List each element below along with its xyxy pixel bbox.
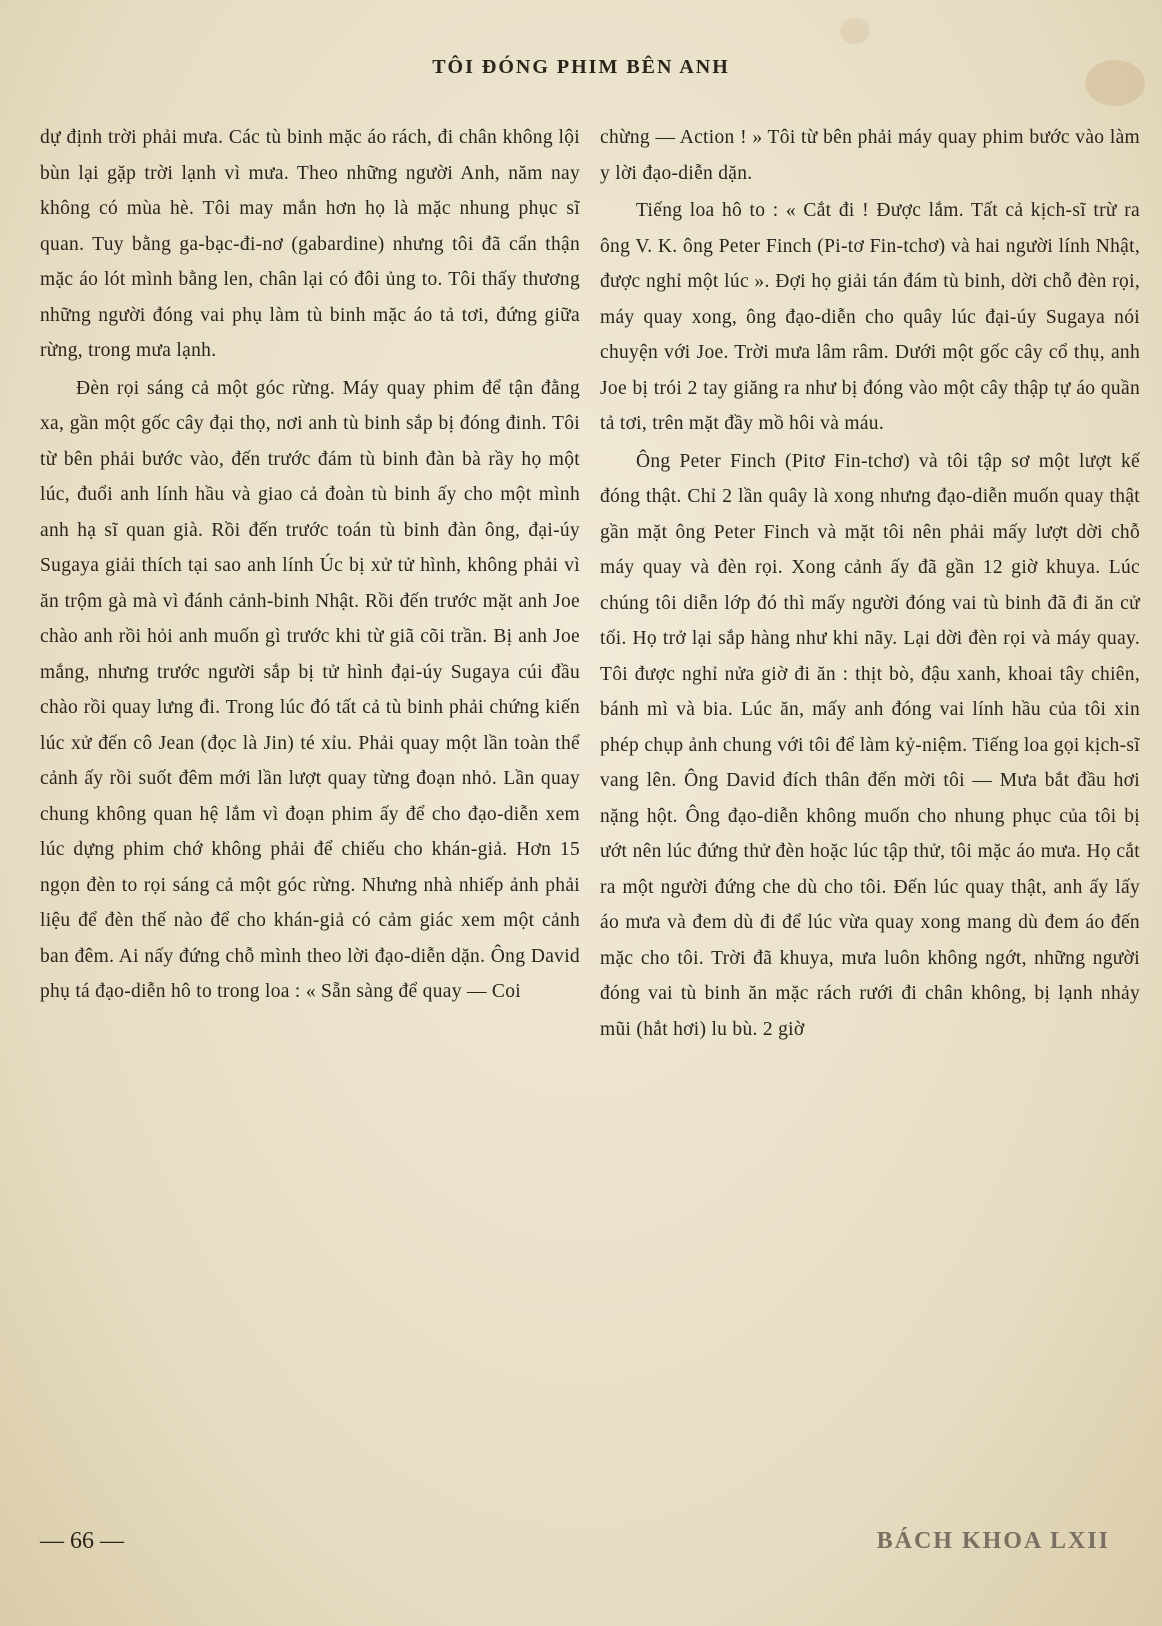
paper-stain: [840, 18, 870, 44]
paragraph: dự định trời phải mưa. Các tù binh mặc áo rách, đi chân không lội bùn lại gặp trời lạnh vì mưa. Theo những người Anh, năm nay không có mùa hè. Tôi may mắn hơn họ là mặc nhung phục sĩ quan. Tuy bằng ga-bạc-đi-nơ (gabardine) nhưng tôi đã cẩn thận mặc áo lót mình bằng len, chân lại có đôi ủng to. Tôi thấy thương những người đóng vai phụ làm tù binh mặc áo tả tơi, đứng giữa rừng, trong mưa lạnh.: [40, 127, 580, 361]
paragraph: Ông Peter Finch (Pitơ Fin-tchơ) và tôi tập sơ một lượt kế đóng thật. Chỉ 2 lần quây là xong nhưng đạo-diễn muốn quay thật gần mặt ông Peter Finch và mặt tôi nên phải mấy lượt dời chỗ máy quay và đèn rọi. Xong cảnh ấy đã gần 12 giờ khuya. Lúc chúng tôi diễn lớp đó thì mấy người đóng vai tù binh đã đi ăn cử tối. Họ trở lại sắp hàng như khi nãy. Lại dời đèn rọi và máy quay. Tôi được nghỉ nửa giờ đi ăn : thịt bò, đậu xanh, khoai tây chiên, bánh mì và bia. Lúc ăn, mấy anh đóng vai lính hầu của tôi xin phép chụp ảnh chung với tôi để làm kỷ-niệm. Tiếng loa gọi kịch-sĩ vang lên. Ông David đích thân đến mời tôi — Mưa bắt đầu hơi nặng hột. Ông đạo-diễn không muốn cho nhung phục của tôi bị ướt nên lúc đứng thử đèn hoặc lúc tập thử, tôi mặc áo mưa. Họ cắt ra một người đứng che dù cho tôi. Đến lúc quay thật, anh ấy lấy áo mưa và đem dù đi để lúc vừa quay xong mang dù đem áo đến mặc cho tôi. Trời đã khuya, mưa luôn không ngớt, những người đóng vai tù binh ăn mặc rách rưới đi chân không, bị lạnh nhảy mũi (hắt hơi) lu bù. 2 giờ: [600, 450, 1140, 1040]
running-header: TÔI ĐÓNG PHIM BÊN ANH: [432, 56, 730, 78]
paragraph: chừng — Action ! » Tôi từ bên phải máy quay phim bước vào làm y lời đạo-diễn dặn.: [600, 127, 1140, 184]
left-column: [40, 120, 580, 1010]
paragraph: Tiếng loa hô to : « Cắt đi ! Được lắm. Tất cả kịch-sĩ trừ ra ông V. K. ông Peter Finch (Pi-tơ Fin-tchơ) và hai người lính Nhật, được nghỉ một lúc ». Đợi họ giải tán đám tù binh, dời chỗ đèn rọi, máy quay xong, ông đạo-diễn cho quây lúc đại-úy Sugaya nói chuyện với Joe. Trời mưa lâm râm. Dưới một gốc cây cổ thụ, anh Joe bị trói 2 tay giăng ra như bị đóng vào một cây thập tự áo quần tả tơi, trên mặt đầy mồ hôi và máu.: [600, 200, 1140, 434]
right-column: [600, 120, 1140, 1047]
magazine-name: BÁCH KHOA LXII: [876, 1528, 1110, 1554]
page-number: — 66 —: [40, 1528, 124, 1554]
paragraph: Đèn rọi sáng cả một góc rừng. Máy quay phim để tận đằng xa, gần một gốc cây đại thọ, nơi anh tù binh sắp bị đóng đinh. Tôi từ bên phải bước vào, đến trước đám tù binh đàn bà rầy họ một lúc, đuổi anh lính hầu và giao cả đoàn tù binh ấy cho một mình anh hạ sĩ quan già. Rồi đến trước toán tù binh đàn ông, đại-úy Sugaya giải thích tại sao anh lính Úc bị xử tử hình, không phải vì ăn trộm gà mà vì đánh cảnh-binh Nhật. Rồi đến trước mặt anh Joe chào anh rồi hỏi anh muốn gì trước khi từ giã cõi trần. Bị anh Joe mắng, nhưng trước người sắp bị tử hình đại-úy Sugaya cúi đầu chào rồi quay lưng đi. Trong lúc đó tất cả tù binh phải chứng kiến lúc xử đến cô Jean (đọc là Jin) té xỉu. Phải quay một lần toàn thể cảnh ấy rồi suốt đêm mới lần lượt quay từng đoạn nhỏ. Lần quay chung không quan hệ lắm vì đoạn phim ấy để cho đạo-diễn xem lúc dựng phim chớ không phải để chiếu cho khán-giả. Hơn 15 ngọn đèn to rọi sáng cả một góc rừng. Nhưng nhà nhiếp ảnh phải liệu để đèn thế nào để cho khán-giả có cảm giác xem một cảnh ban đêm. Ai nấy đứng chỗ mình theo lời đạo-diễn dặn. Ông David phụ tá đạo-diễn hô to trong loa : « Sẵn sàng để quay — Coi: [40, 377, 580, 1002]
